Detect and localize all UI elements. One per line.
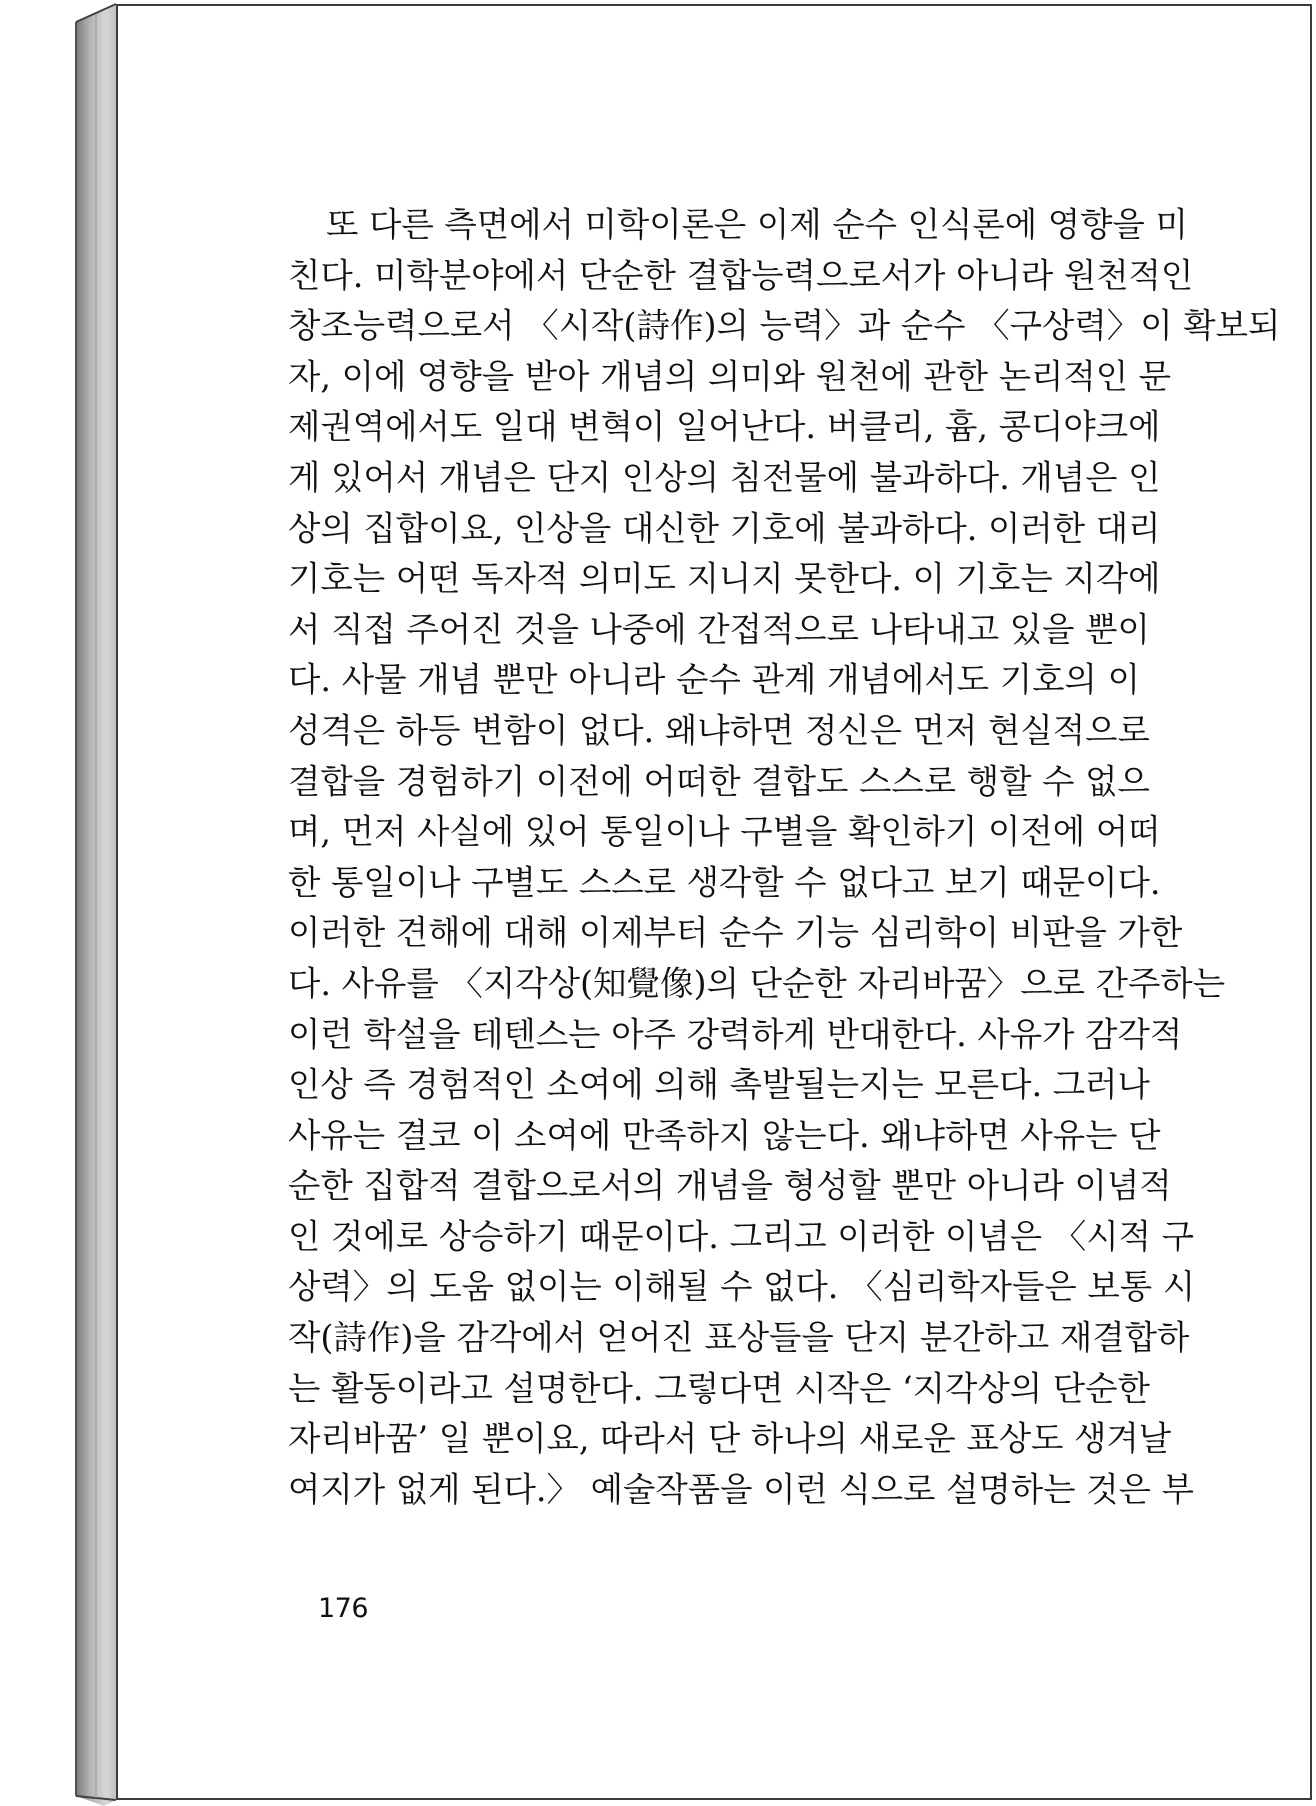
- text-line: 성격은 하등 변함이 없다. 왜냐하면 정신은 먼저 현실적으로: [288, 710, 1150, 750]
- text-line: 사유는 결코 이 소여에 만족하지 않는다. 왜냐하면 사유는 단: [288, 1115, 1161, 1155]
- text-line: 기호는 어떤 독자적 의미도 지니지 못한다. 이 기호는 지각에: [288, 559, 1161, 599]
- text-line: 또 다른 측면에서 미학이론은 이제 순수 인식론에 영향을 미: [326, 205, 1188, 244]
- text-line: 인상 즉 경험적인 소여에 의해 촉발될는지는 모른다. 그러나: [288, 1065, 1150, 1105]
- text-line: 서 직접 주어진 것을 나중에 간접적으로 나타내고 있을 뿐이: [288, 609, 1150, 649]
- text-line: 게 있어서 개념은 단지 인상의 침전물에 불과하다. 개념은 인: [288, 457, 1161, 497]
- text-line: 창조능력으로서 〈시작(詩作)의 능력〉과 순수 〈구상력〉이 확보되: [288, 306, 1281, 346]
- text-line: 친다. 미학분야에서 단순한 결합능력으로서가 아니라 원천적인: [288, 255, 1194, 295]
- text-line: 다. 사물 개념 뿐만 아니라 순수 관계 개념에서도 기호의 이: [288, 660, 1140, 700]
- text-line: 순한 집합적 결합으로서의 개념을 형성할 뿐만 아니라 이념적: [288, 1166, 1172, 1206]
- text-line: 상의 집합이요, 인상을 대신한 기호에 불과하다. 이러한 대리: [288, 508, 1161, 548]
- page-body-text: [288, 200, 1281, 1515]
- text-line: 이런 학설을 테텐스는 아주 강력하게 반대한다. 사유가 감각적: [288, 1014, 1183, 1054]
- text-line: 자, 이에 영향을 받아 개념의 의미와 원천에 관한 논리적인 문: [288, 356, 1172, 396]
- book-spine-edge: [0, 0, 124, 1806]
- text-line: 작(詩作)을 감각에서 얻어진 표상들을 단지 분간하고 재결합하: [288, 1318, 1190, 1358]
- text-line: 결합을 경험하기 이전에 어떠한 결합도 스스로 행할 수 없으: [288, 761, 1150, 801]
- page-number: 176: [318, 1593, 369, 1624]
- text-line: 며, 먼저 사실에 있어 통일이나 구별을 확인하기 이전에 어떠: [288, 812, 1161, 852]
- text-line: 제권역에서도 일대 변혁이 일어난다. 버클리, 흄, 콩디야크에: [288, 407, 1161, 447]
- text-line: 상력〉의 도움 없이는 이해될 수 없다. 〈심리학자들은 보통 시: [288, 1267, 1196, 1307]
- text-line: 이러한 견해에 대해 이제부터 순수 기능 심리학이 비판을 가한: [288, 913, 1183, 953]
- text-line: 자리바꿈’ 일 뿐이요, 따라서 단 하나의 새로운 표상도 생겨날: [288, 1419, 1172, 1459]
- text-line: 한 통일이나 구별도 스스로 생각할 수 없다고 보기 때문이다.: [288, 862, 1161, 902]
- text-line: 인 것에로 상승하기 때문이다. 그리고 이러한 이념은 〈시적 구: [288, 1216, 1195, 1256]
- text-line: 다. 사유를 〈지각상(知覺像)의 단순한 자리바꿈〉으로 간주하는: [288, 963, 1226, 1003]
- text-line: 여지가 없게 된다.〉 예술작품을 이런 식으로 설명하는 것은 부: [288, 1469, 1195, 1509]
- text-line: 는 활동이라고 설명한다. 그렇다면 시작은 ‘지각상의 단순한: [288, 1368, 1150, 1408]
